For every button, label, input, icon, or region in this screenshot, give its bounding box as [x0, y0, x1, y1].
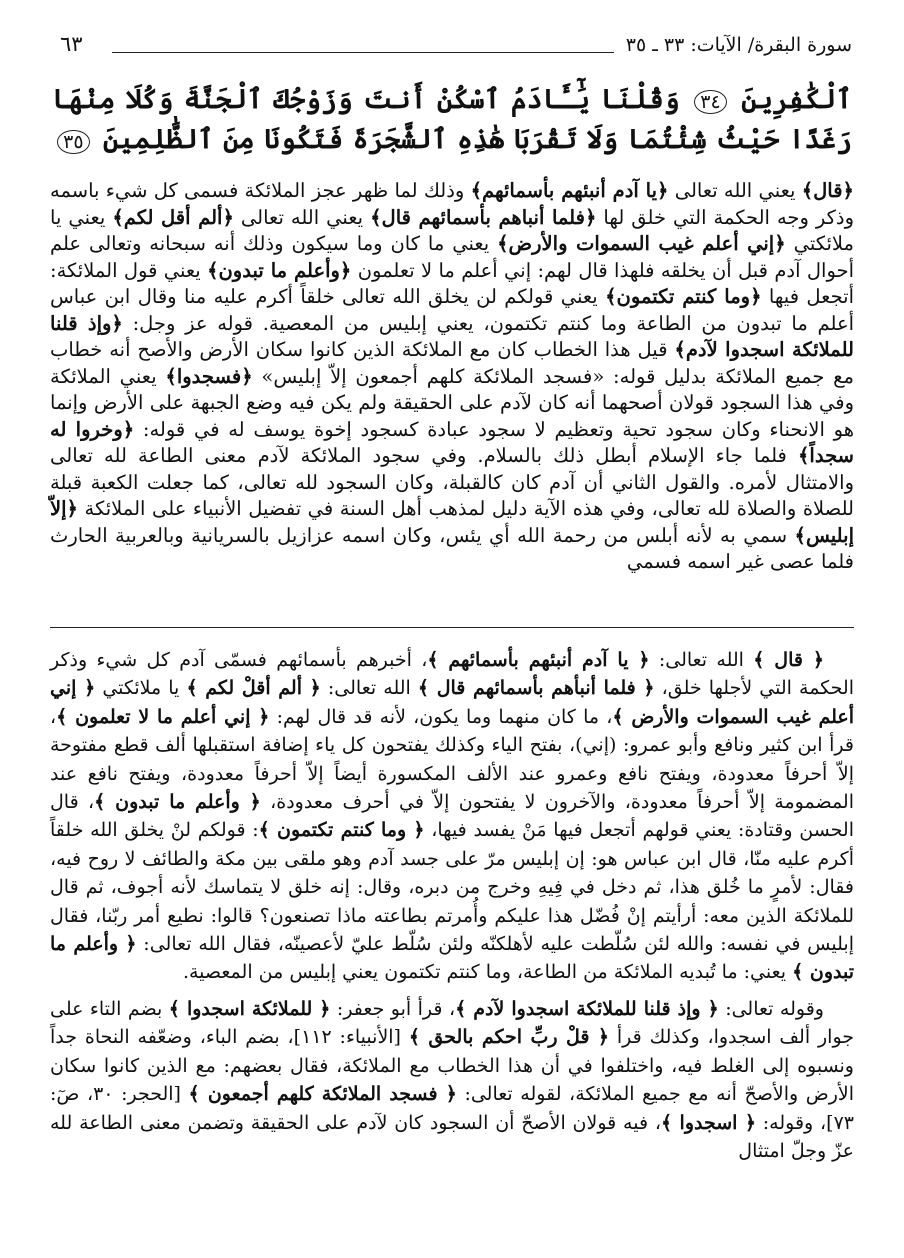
text-run: وقوله تعالى: [718, 997, 824, 1020]
text-run: يعني يا ملائكتي [50, 205, 854, 255]
quoted-verse: ﴿إني أعلم غيب السموات والأرض﴾ [497, 232, 786, 255]
text-run: وذلك لما ظهر عجز الملائكة فسمى كل شيء باسمه وذكر وجه الحكمة التي خلق لها [50, 179, 855, 229]
quoted-verse: ﴿ قال ﴾ [753, 649, 824, 671]
running-title: سورة البقرة/ الآيات: ٣٣ ـ ٣٥ [625, 34, 852, 56]
text-run: فلما جاء الإسلام أبطل ذلك بالسلام. وفي سجود الملائكة لآدم معنى الطاعة لله تعالى والامتثال لأمره. والقول الثاني أن آدم كان كالقبلة، وكان السجود لله تعالى، كما جعلت الكعبة قبلة للصلاة والصلاة لله تعالى، وفي هذه الآية دليل لمذهب أهل السنة في تفضيل الأنبياء على الملائكة [50, 444, 854, 520]
footnote-separator [50, 627, 854, 628]
notes-paragraph [50, 646, 854, 987]
text-run: سمي به لأنه أبلس من رحمة الله أي يئس، وكان اسمه عزازيل بالسريانية وبالعربية الحارث فلما عصى غير اسمه فسمي [50, 523, 854, 573]
quoted-verse: ﴿ إني أعلم ما لا تعلمون ﴾ [56, 705, 270, 728]
text-run: الله تعالى: [649, 649, 754, 671]
quoted-verse: ﴿فسجدوا﴾ [165, 364, 253, 388]
quoted-verse: ﴿ اسجدوا ﴾ [661, 1111, 756, 1134]
quoted-verse: ﴿يا آدم أنبئهم بأسمائهم﴾ [470, 179, 669, 202]
quoted-verse: ﴿وما كنتم تكتمون﴾ [605, 285, 762, 308]
ayah-number-marker: ٣٥ [57, 130, 89, 154]
page-header [60, 30, 852, 64]
text-run: يعني قول الملائكة: أتجعل فيها [50, 258, 855, 308]
quoted-verse: ﴿وخروا له سجداً﴾ [50, 417, 854, 467]
text-run: ، قرأ أبو جعفر: [330, 997, 456, 1020]
page-number: ٦٣ [60, 32, 83, 56]
quoted-verse: ﴿وأعلم ما تبدون﴾ [207, 258, 352, 282]
text-run: يعني الله تعالى [233, 205, 371, 229]
text-run: [الحجر: ٣٠، صٓ: ٧٣]، وقوله: [50, 1083, 854, 1134]
quoted-verse: ﴿ للملائكة اسجدوا ﴾ [168, 997, 331, 1020]
quran-verse [52, 80, 852, 160]
text-run: قيل هذا الخطاب كان مع الملائكة الذين كانوا سكان الأرض والأصح أنه خطاب مع جميع الملائكة بدليل قوله: «فسجد الملائكة كلهم أجمعون إلاّ إبليس» [50, 338, 854, 388]
quoted-verse: ﴿إلاّ إبليس﴾ [50, 497, 854, 547]
quoted-verse: ﴿ وما كنتم تكتمون ﴾ [258, 819, 425, 842]
verse-text: وَقُلْنَا يَٰٓـَٔادَمُ ٱسْكُنْ أَنتَ وَزَوْجُكَ ٱلْجَنَّةَ وَكُلَا مِنْهَا رَغَدًا حَيْثُ شِئْتُمَا وَلَا تَقْرَبَا هَٰذِهِ ٱلشَّجَرَةَ فَتَكُونَا مِنَ ٱلظَّٰلِمِينَ [52, 84, 852, 155]
text-run: بضم التاء على جوار ألف اسجدوا، وكذلك قرأ [50, 997, 855, 1049]
text-run: الله تعالى: [320, 677, 418, 700]
text-run: يا ملائكتي [95, 677, 187, 700]
commentary-text [50, 178, 854, 603]
quoted-verse: ﴿ يا آدم أنبئهم بأسمائهم ﴾ [427, 649, 650, 671]
text-run: يعني قولكم لن يخلق الله تعالى خلقاً أكرم عليه منا وقال ابن عباس أعلم ما تبدون من الطاعة وما كنتم تكتمون، يعني إبليس من المعصية. قوله عز وجل: [50, 285, 854, 335]
quoted-verse: ﴿ فسجد الملائكة كلهم أجمعون ﴾ [188, 1083, 457, 1106]
quoted-verse: ﴿وإذ قلنا للملائكة اسجدوا لآدم﴾ [50, 311, 854, 361]
quoted-verse: ﴿ألم أقل لكم﴾ [112, 205, 234, 229]
text-run: يعني الله تعالى [668, 179, 802, 202]
quoted-verse: ﴿فلما أنباهم بأسمائهم قال﴾ [370, 205, 597, 229]
text-run: ، أخبرهم بأسمائهم فسمّى آدم كل شيء وذكر الحكمة التي لأجلها خلق، [50, 649, 855, 700]
quoted-verse: ﴿ فلما أنبأهم بأسمائهم قال ﴾ [417, 677, 655, 700]
notes-paragraph [50, 995, 854, 1165]
text-run: ، قال الحسن وقتادة: يعني قولهم أتجعل فيها مَنْ يفسد فيها، [50, 791, 854, 842]
annotation-text [50, 646, 854, 1236]
text-run: ، ما كان منهما وما يكون، لأنه قد قال لهم: [269, 705, 613, 728]
commentary-paragraph [50, 178, 854, 576]
header-rule [112, 52, 614, 53]
text-run: يعني ما كان وما سيكون وذلك أنه سبحانه وتعالى علم أحوال آدم قبل أن يخلقه فلهذا قال لهم: إني أعلم ما لا تعلمون [50, 232, 854, 282]
ayah-number-marker: ٣٤ [694, 90, 726, 114]
text-run: يعني: ما تُبديه الملائكة من الطاعة، وما كنتم تكتمون يعني إبليس من المعصية. [182, 961, 793, 984]
text-run: ، فيه قولان الأصحّ أن السجود كان لآدم على الحقيقة وتضمن معنى الطاعة لله عزّ وجلّ امتثال [50, 1111, 854, 1162]
quoted-verse: ﴿ وأعلم ما تبدون ﴾ [50, 933, 854, 984]
quoted-verse: ﴿ إني أعلم غيب السموات والأرض ﴾ [50, 677, 854, 728]
text-run: [الأنبياء: ١١٢]، بضم الباء، وضعّفه النحاة جداً ونسبوه إلى الغلط فيه، واختلفوا في أن هذا الخطاب مع الملائكة، فقال بعضهم: مع الذين كانوا سكان الأرض والأصحّ أنه مع جميع الملائكة، لقوله تعالى: [50, 1026, 854, 1106]
quoted-verse: ﴿ وأعلم ما تبدون ﴾ [94, 791, 261, 814]
quoted-verse: ﴿ وإذ قلنا للملائكة اسجدوا لآدم ﴾ [455, 997, 719, 1020]
quoted-verse: ﴿قال﴾ [801, 179, 854, 202]
text-run: ، قرأ ابن كثير ونافع وأبو عمرو: (إني)، بفتح الياء وكذلك يفتحون كل ياء إضافة استقبلها ألف قطع مفتوحة إلاّ أحرفاً معدودة، ويفتح نافع وعمرو عند الألف المكسورة أيضاً إلاّ أحرفاً معدودة، ويفتح نافع عند المضمومة إلاّ أحرفاً معدودة، والآخرون لا يفتحون إلاّ في أحرف معدودة، [50, 705, 854, 814]
verse-text: ٱلْكَٰفِرِينَ [741, 84, 853, 115]
quoted-verse: ﴿ ألم أقلْ لكم ﴾ [186, 677, 321, 700]
quoted-verse: ﴿ قلْ ربِّ احكم بالحق ﴾ [408, 1026, 610, 1049]
text-run: : قولكم لنْ يخلق الله خلقاً أكرم عليه منّا، قال ابن عباس هو: إن إبليس مرّ على جسد آدم وهو ملقى بين مكة والطائف لا روح فيه، فقال: لأمرٍ ما خُلق هذا، ثم دخل في فِيهِ وخرج من دبره، وقال: إنه خلق لا يتماسك لأنه أجوف، ثم قال للملائكة الذين معه: أرأيتم إنْ فُضّل هذا عليكم وأُمرتم بطاعته ماذا تصنعون؟ قالوا: نطيع أمر ربّنا، فقال إبليس في نفسه: والله لئن سُلّطت عليه لأهلكنّه ولئن سُلّط عليّ لأعصينّه، فقال الله تعالى: [50, 819, 854, 956]
text-run: يعني الملائكة وفي هذا السجود قولان أصحهما أنه كان لآدم على الحقيقة ولم يكن فيه وضع الجبهة على الأرض وإنما هو الانحناء وكان سجود تحية وتعظيم لا سجود عبادة كسجود إخوة يوسف له في قوله: [50, 364, 854, 441]
